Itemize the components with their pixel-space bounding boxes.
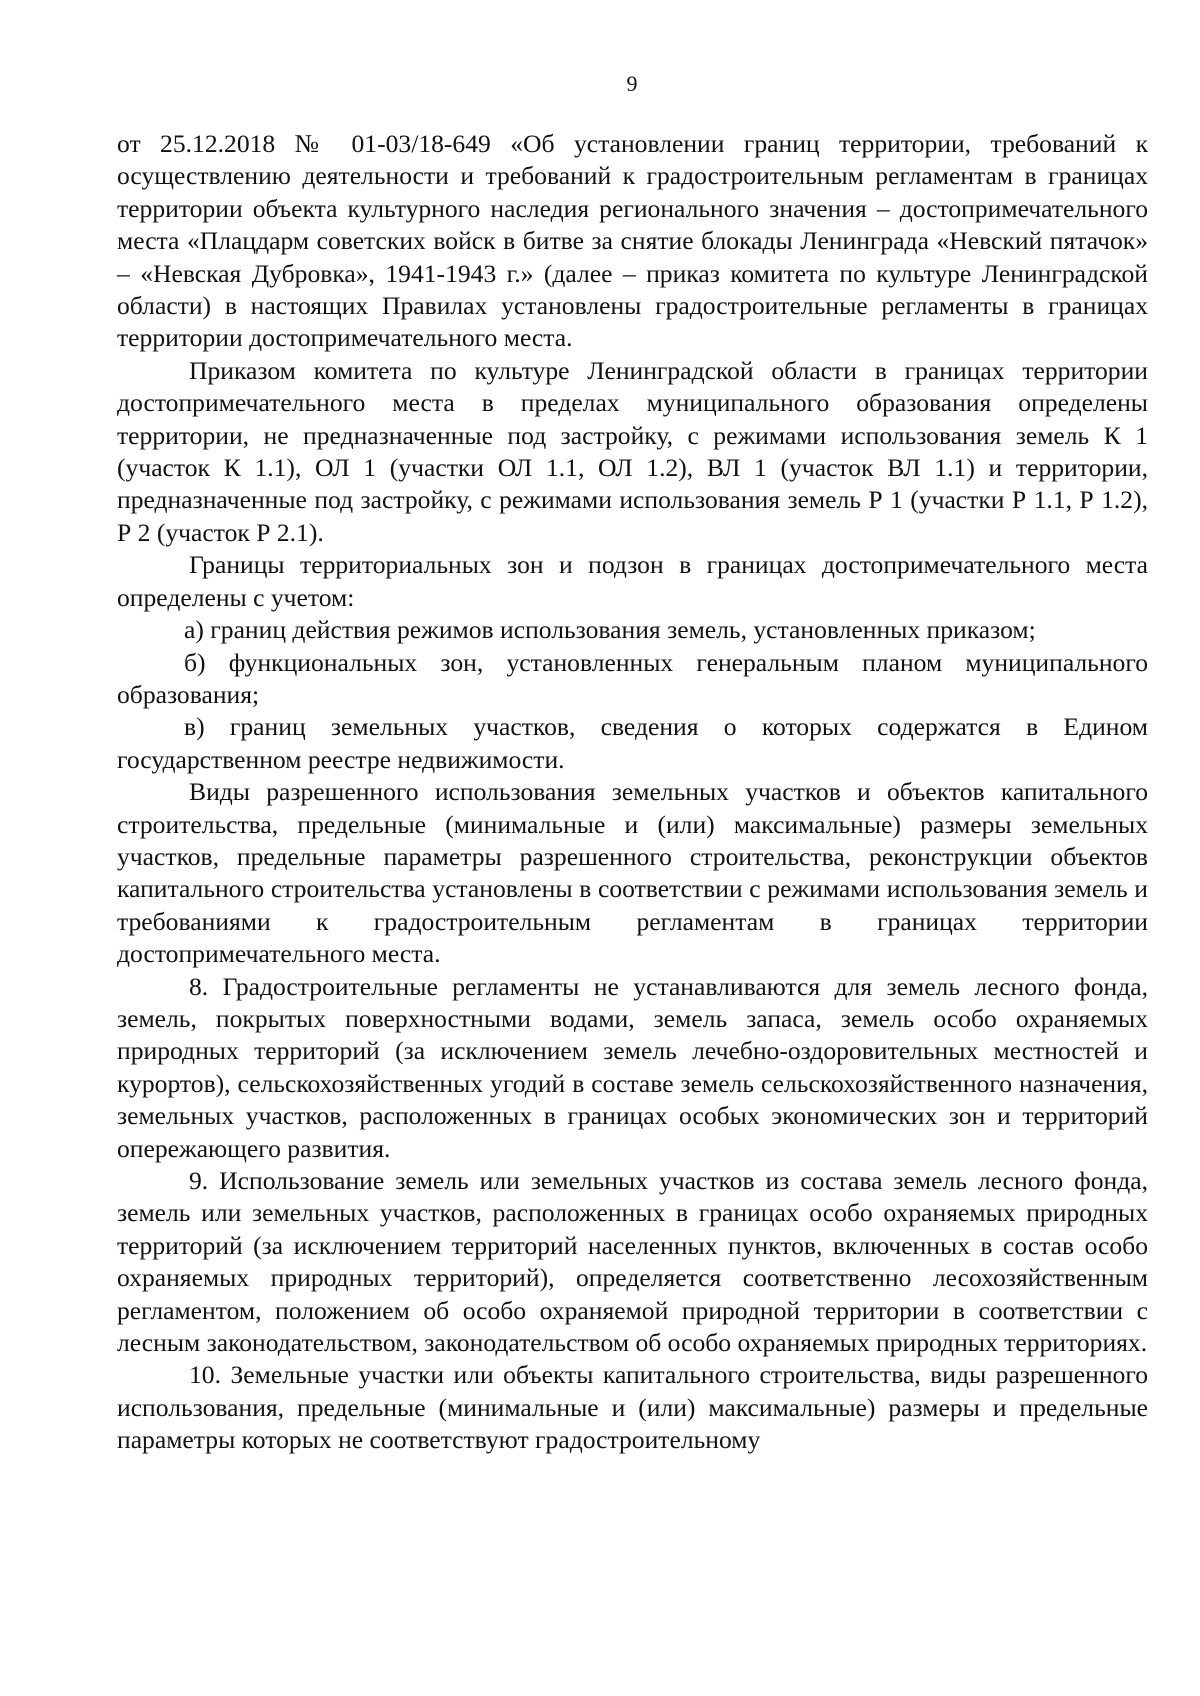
paragraph-zone-boundaries-intro: Границы территориальных зон и подзон в границах достопримечательного места определены с учетом: <box>117 550 1148 612</box>
section-8: 8. Градостроительные регламенты не устанавливаются для земель лесного фонда, земель, покрытых поверхностными водами, земель запаса, земель особо охраняемых природных территорий (за исключением земель лечебно-оздоровительных местностей и курортов), сельскохозяйственных угодий в составе земель сельскохозяйственного назначения, земельных участков, расположенных в границах особых экономических зон и территорий опережающего развития. <box>117 971 1148 1163</box>
document-body <box>117 128 1148 1457</box>
paragraph-land-use-regimes: Приказом комитета по культуре Ленинградской области в границах территории достопримечательного места в пределах муниципального образования определены территории, не предназначенные под застройку, с режимами использования земель К 1 (участок К 1.1), ОЛ 1 (участки ОЛ 1.1, ОЛ 1.2), ВЛ 1 (участок ВЛ 1.1) и территории, предназначенные под застройку, с режимами использования земель Р 1 (участки Р 1.1, Р 1.2), Р 2 (участок Р 2.1). <box>117 355 1148 547</box>
section-10: 10. Земельные участки или объекты капитального строительства, виды разрешенного использования, предельные (минимальные и (или) максимальные) размеры и предельные параметры которых не соответствуют градостроительному <box>117 1360 1148 1455</box>
paragraph-order-reference: от 25.12.2018 № 01-03/18-649 «Об установлении границ территории, требований к осуществлению деятельности и требований к градостроительным регламентам в границах территории объекта культурного наследия регионального значения – достопримечательного места «Плацдарм советских войск в битве за снятие блокады Ленинграда «Невский пятачок» – «Невская Дубровка», 1941-1943 г.» (далее – приказ комитета по культуре Ленинградской области) в настоящих Правилах установлены градостроительные регламенты в границах территории достопримечательного места. <box>117 129 1148 353</box>
list-item-b: б) функциональных зон, установленных генеральным планом муниципального образования; <box>117 647 1148 709</box>
section-9: 9. Использование земель или земельных участков из состава земель лесного фонда, земель или земельных участков, расположенных в границах особо охраняемых природных территорий (за исключением территорий населенных пунктов, включенных в состав особо охраняемых природных территорий), определяется соответственно лесохозяйственным регламентом, положением об особо охраняемой природной территории в соответствии с лесным законодательством, законодательством об особо охраняемых природных территориях. <box>117 1166 1148 1358</box>
list-item-a: а) границ действия режимов использования земель, установленных приказом; <box>184 615 1036 645</box>
paragraph-permitted-uses: Виды разрешенного использования земельных участков и объектов капитального строительства, предельные (минимальные и (или) максимальные) размеры земельных участков, предельные параметры разрешенного строительства, реконструкции объектов капитального строительства установлены в соответствии с режимами использования земель и требованиями к градостроительным регламентам в границах территории достопримечательного места. <box>117 777 1148 969</box>
list-item-c: в) границ земельных участков, сведения о которых содержатся в Едином государственном реестре недвижимости. <box>117 712 1148 774</box>
page-number: 9 <box>626 71 638 96</box>
